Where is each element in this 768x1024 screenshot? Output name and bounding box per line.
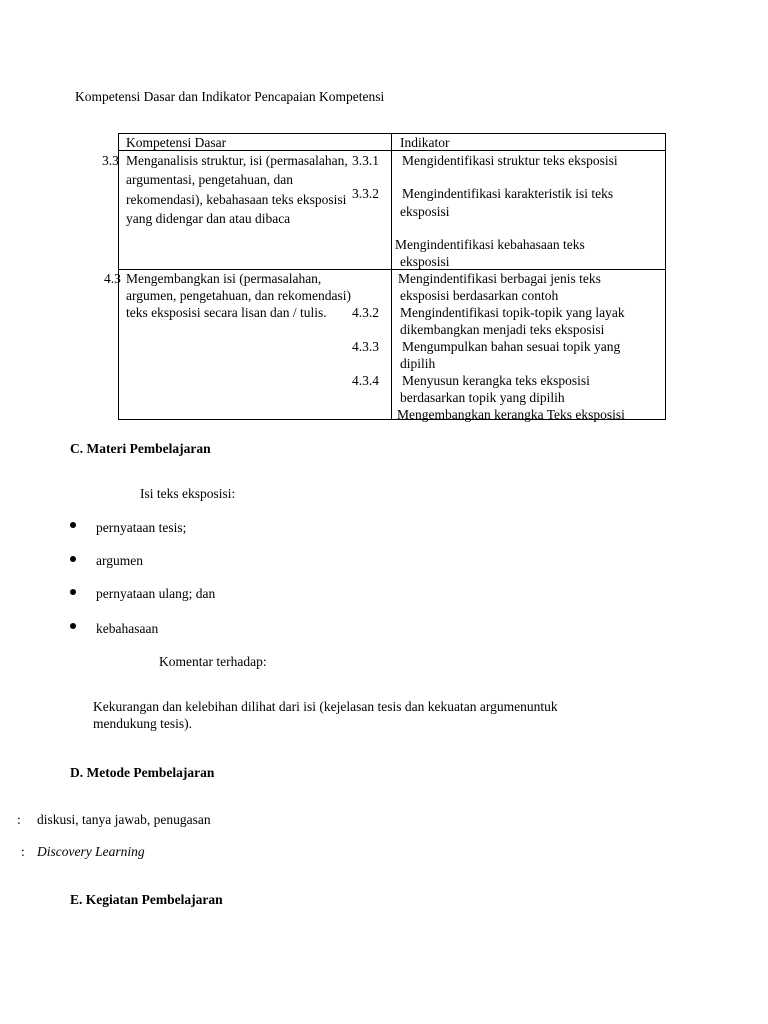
list-item: pernyataan tesis;: [96, 520, 187, 535]
method-colon: :: [17, 812, 21, 827]
section-c-title: C. Materi Pembelajaran: [70, 441, 211, 456]
table-column-divider: [391, 133, 392, 420]
method-value: diskusi, tanya jawab, penugasan: [37, 812, 211, 827]
indicator-4-3-3-text-line-2: dipilih: [400, 356, 436, 371]
header-indikator: Indikator: [400, 135, 450, 150]
bullet-icon: [70, 556, 76, 562]
list-item: kebahasaan: [96, 621, 159, 636]
indicator-3-3-1-text: Mengidentifikasi struktur teks eksposisi: [402, 153, 618, 168]
list-item: pernyataan ulang; dan: [96, 586, 216, 601]
indicator-4-3-2-text-line-2: dikembangkan menjadi teks eksposisi: [400, 322, 605, 337]
indicator-4-3-2-text-line-1: Mengindentifikasi topik-topik yang layak: [400, 305, 625, 320]
indicator-kebahasaan-line-2: eksposisi: [400, 254, 450, 269]
model-value: Discovery Learning: [37, 844, 145, 859]
indicator-kebahasaan-line-1: Mengindentifikasi kebahasaan teks: [395, 237, 585, 252]
list-item: argumen: [96, 553, 143, 568]
bullet-icon: [70, 623, 76, 629]
komentar-line-1: Kekurangan dan kelebihan dilihat dari isi (kejelasan tesis dan kekuatan argumenuntuk: [93, 699, 558, 714]
bullet-icon: [70, 522, 76, 528]
komentar-label: Komentar terhadap:: [159, 654, 267, 669]
kd-3-3-line-3: rekomendasi), kebahasaan teks eksposisi: [126, 192, 347, 207]
section-d-title: D. Metode Pembelajaran: [70, 765, 215, 780]
indicator-jenis-line-1: Mengindentifikasi berbagai jenis teks: [398, 271, 601, 286]
indicator-number-4-3-2: 4.3.2: [352, 305, 379, 320]
indicator-number-3-3-2: 3.3.2: [352, 186, 379, 201]
kd-3-3-line-2: argumentasi, pengetahuan, dan: [126, 172, 293, 187]
indicator-number-4-3-4: 4.3.4: [352, 373, 379, 388]
kd-4-3-line-1: Mengembangkan isi (permasalahan,: [126, 271, 322, 286]
kd-4-3-line-3: teks eksposisi secara lisan dan / tulis.: [126, 305, 327, 320]
materi-intro: Isi teks eksposisi:: [140, 486, 236, 501]
indicator-3-3-2-text-line-2: eksposisi: [400, 204, 450, 219]
kd-3-3-line-4: yang didengar dan atau dibaca: [126, 211, 291, 226]
indicator-kerangka-text: Mengembangkan kerangka Teks eksposisi: [397, 407, 625, 422]
kd-4-3-line-2: argumen, pengetahuan, dan rekomendasi): [126, 288, 352, 303]
indicator-4-3-3-text-line-1: Mengumpulkan bahan sesuai topik yang: [402, 339, 621, 354]
indicator-number-4-3-3: 4.3.3: [352, 339, 379, 354]
model-colon: :: [21, 844, 25, 859]
kd-3-3-line-1: Menganalisis struktur, isi (permasalahan,: [126, 153, 348, 168]
indicator-3-3-2-text-line-1: Mengindentifikasi karakteristik isi teks: [402, 186, 614, 201]
header-kompetensi-dasar: Kompetensi Dasar: [126, 135, 227, 150]
kd-number-3-3: 3.3: [102, 153, 119, 168]
indicator-number-3-3-1: 3.3.1: [352, 153, 379, 168]
indicator-4-3-4-text-line-1: Menyusun kerangka teks eksposisi: [402, 373, 590, 388]
bullet-icon: [70, 589, 76, 595]
kd-number-4-3: 4.3: [104, 271, 121, 286]
komentar-line-2: mendukung tesis).: [93, 716, 192, 731]
indicator-jenis-line-2: eksposisi berdasarkan contoh: [400, 288, 559, 303]
page-heading: Kompetensi Dasar dan Indikator Pencapaian Kompetensi: [75, 89, 385, 104]
section-e-title: E. Kegiatan Pembelajaran: [70, 892, 223, 907]
indicator-4-3-4-text-line-2: berdasarkan topik yang dipilih: [400, 390, 565, 405]
